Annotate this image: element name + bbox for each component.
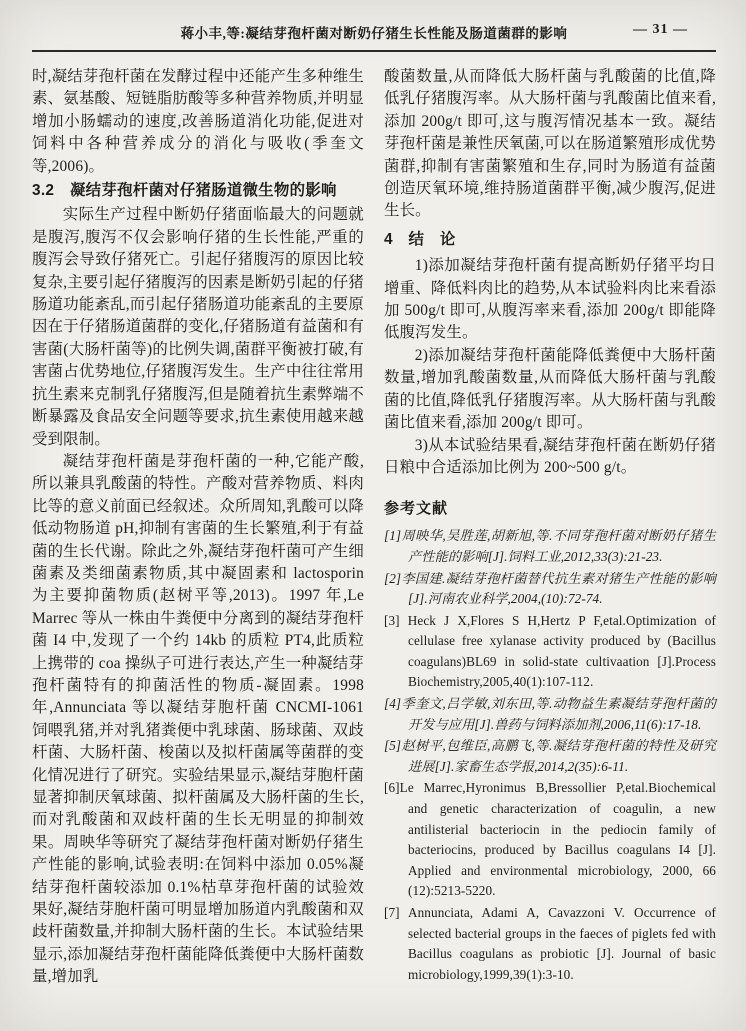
paragraph-right-continuation: 酸菌数量,从而降低大肠杆菌与乳酸菌的比值,降低乳仔猪腹泻率。从大肠杆菌与乳酸菌比值来看,添加 200g/t 即可,这与腹泻情况基本一致。凝结芽孢杆菌是兼性厌氧菌,可以在肠道繁殖形成优势菌群,抑制有害菌繁殖和生存,同时为肠道有益菌创造厌氧环境,维持肠道菌群平衡,减少腹泻,促进生长。	[384, 68, 716, 220]
section-heading-3-2: 3.2 凝结芽孢杆菌对仔猪肠道微生物的影响	[32, 182, 337, 200]
paragraph-diarrhea: 实际生产过程中断奶仔猪面临最大的问题就是腹泻,腹泻不仅会影响仔猪的生长性能,严重的腹泻会导致仔猪死亡。引起仔猪腹泻的原因比较复杂,主要引起仔猪腹泻的因素是断奶引起的仔猪肠道功能紊乱,而引起仔猪肠道功能紊乱的主要原因在于仔猪肠道菌群的变化,仔猪肠道有益菌和有害菌(大肠杆菌等)的比例失调,菌群平衡被打破,有害菌占优势地位,仔猪腹泻发生。生产中往往常用抗生素来克制乳仔猪腹泻,但是随着抗生素弊端不断暴露及食品安全问题等要求,抗生素使用越来越受到限制。	[32, 206, 364, 448]
conclusion-item-1: 1)添加凝结芽孢杆菌有提高断奶仔猪平均日增重、降低料肉比的趋势,从本试验料肉比来看添加 500g/t 即可,从腹泻率来看,添加 200g/t 即能降低腹泻发生。	[384, 257, 716, 342]
header-rule	[32, 50, 716, 52]
reference-item-7: [7] Annunciata, Adami A, Cavazzoni V. Occurrence of selected bacterial groups in the faeces of piglets fed with Bacillus coagulans as probiotic [J]. Journal of basic microbiology,1999,39(1):3-10.	[384, 905, 716, 982]
conclusion-item-2: 2)添加凝结芽孢杆菌能降低粪便中大肠杆菌数量,增加乳酸菌数量,从而降低大肠杆菌与乳酸菌的比值,降低乳仔猪腹泻率。从大肠杆菌与乳酸菌比值来看,添加 200g/t 即可。	[384, 346, 716, 432]
reference-list	[384, 526, 716, 985]
page-number: — 31 —	[633, 22, 688, 37]
two-column-body	[32, 66, 716, 989]
left-column	[32, 66, 364, 989]
right-column	[384, 66, 716, 989]
reference-item-3: [3] Heck J X,Flores S H,Hertz P F,etal.Optimization of cellulase free xylanase activity produced by (Bacillus coagulans)BL69 in solid-state cultivaation [J].Process Biochemistry,2005,40(1):107-112.	[384, 612, 716, 690]
references-heading: 参考文献	[384, 500, 449, 518]
paragraph-bacillus: 凝结芽孢杆菌是芽孢杆菌的一种,它能产酸,所以兼具乳酸菌的特性。产酸对营养物质、料肉比等的意义前面已经叙述。众所周知,乳酸可以降低动物肠道 pH,抑制有害菌的生长繁殖,利于有益菌的生长代谢。除此之外,凝结芽孢杆菌可产生细菌素及类细菌素物质,其中凝固素和 lactosporin 为主要抑菌物质(赵树平等,2013)。1997 年,Le Marrec 等从一株由牛粪便中分离到的凝结芽孢杆菌 I4 中,发现了一个约 14kb 的质粒 PT4,此质粒上携带的 coa 操纵子可进行表达,产生一种凝结芽孢杆菌特有的抑菌活性的物质-凝固素。1998 年,Annunciata 等以凝结芽胞杆菌 CNCMI-1061 饲喂乳猪,并对乳猪粪便中乳球菌、肠球菌、双歧杆菌、大肠杆菌、梭菌以及拟杆菌属等菌群的变化情况进行了研究。实验结果显示,凝结芽胞杆菌显著抑制厌氧球菌、拟杆菌属及大肠杆菌的生长,而对乳酸菌和双歧杆菌的生长无明显的抑制效果。周映华等研究了凝结芽孢杆菌对断奶仔猪生产性能的影响,试验表明:在饲料中添加 0.05%凝结芽孢杆菌较添加 0.1%枯草芽孢杆菌的试验效果好,凝结芽胞杆菌可明显增加肠道内乳酸菌和双歧杆菌数量,并抑制大肠杆菌的生长。本试验结果显示,添加凝结芽孢杆菌能降低粪便中大肠杆菌数量,增加乳	[32, 452, 364, 986]
reference-item-1: [1]周映华,吴胜莲,胡新旭,等.不同芽孢杆菌对断奶仔猪生产性能的影响[J].饲料工业,2012,33(3):21-23.	[384, 528, 716, 564]
reference-item-4: [4]季奎文,吕学敏,刘东田,等.动物益生素凝结芽孢杆菌的开发与应用[J].兽药与饲料添加剂,2006,11(6):17-18.	[384, 696, 716, 732]
section-heading-4-conclusion: 4 结 论	[384, 230, 456, 248]
paragraph-intro-continuation: 时,凝结芽孢杆菌在发酵过程中还能产生多种维生素、氨基酸、短链脂肪酸等多种营养物质,并明显增加小肠蠕动的速度,改善肠道消化功能,促进对饲料中各种营养成分的消化与吸收(季奎文等,2006)。	[32, 68, 364, 175]
page-header	[32, 20, 716, 44]
conclusion-item-3: 3)从本试验结果看,凝结芽孢杆菌在断奶仔猪日粮中合适添加比例为 200~500 g/t。	[384, 436, 716, 476]
reference-item-6: [6]Le Marrec,Hyronimus B,Bressollier P,etal.Biochemical and genetic characterization of coagulin, a new antilisterial bacteriocin in the pediocin family of bacteriocins, produced by Bacillus coagulans I4 [J]. Applied and environmental microbiology, 2000, 66 (12):5213-5220.	[384, 780, 716, 899]
reference-item-5: [5]赵树平,包维臣,高鹏飞,等.凝结芽孢杆菌的特性及研究进展[J].家畜生态学报,2014,2(35):6-11.	[384, 738, 716, 774]
reference-item-2: [2]李国建.凝结芽孢杆菌替代抗生素对猪生产性能的影响[J].河南农业科学,2004,(10):72-74.	[384, 570, 716, 607]
running-title: 蒋小丰,等:凝结芽孢杆菌对断奶仔猪生长性能及肠道菌群的影响	[180, 26, 568, 41]
